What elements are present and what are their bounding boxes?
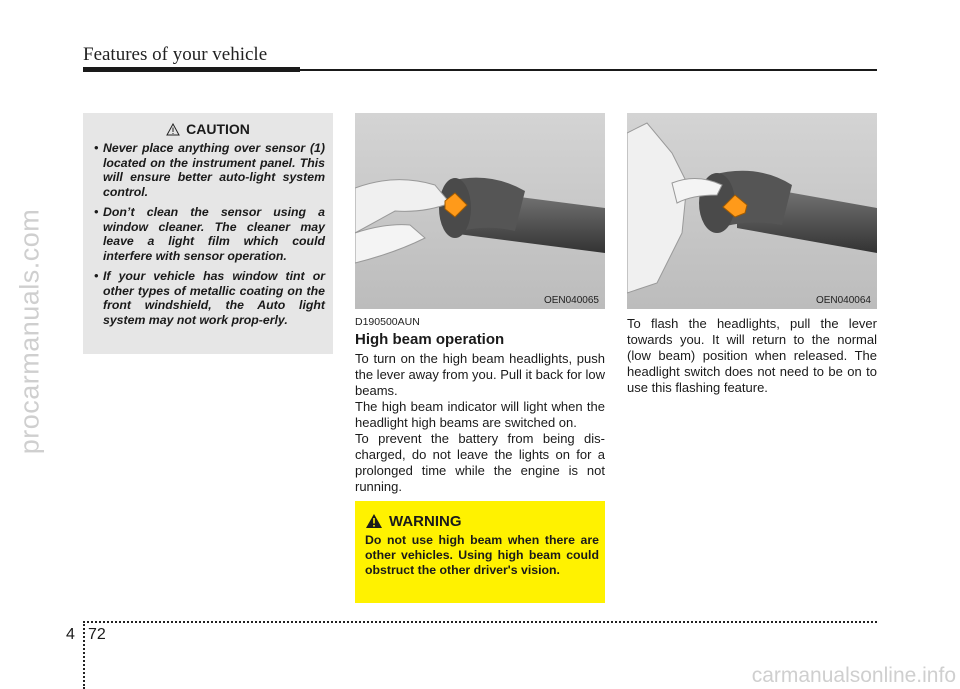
section-title: High beam operation: [355, 331, 505, 348]
footer-divider: [83, 621, 85, 689]
bullet-icon: •: [94, 269, 99, 283]
body-paragraph: To turn on the high beam headlights, push the lever away from you. Pull it back for low beams.: [355, 351, 605, 398]
header-rule-thick: [83, 67, 300, 72]
bullet-icon: •: [94, 141, 99, 155]
body-paragraph: The high beam indicator will light when the headlight high beams are switched on.: [355, 399, 605, 430]
image-caption: OEN040064: [815, 295, 871, 306]
high-beam-push-lever-icon: [355, 113, 605, 309]
warning-triangle-icon: [365, 513, 383, 529]
footer-rule: [83, 621, 877, 623]
caution-triangle-icon: [166, 123, 180, 136]
caution-item-text: Never place anything over sensor (1) located on the instrument panel. This will ensure better auto-light system control.: [103, 141, 325, 199]
header-rule-thin: [300, 69, 877, 71]
image-caption: OEN040065: [543, 295, 599, 306]
warning-box: [355, 501, 605, 603]
bullet-icon: •: [94, 205, 99, 219]
body-paragraph: To prevent the battery from being dis-charged, do not leave the lights on for a prolonged time while the engine is not running.: [355, 431, 605, 494]
warning-text: Do not use high beam when there are other vehicles. Using high beam could obstruct the other driver's vision.: [365, 533, 599, 577]
caution-item: [94, 205, 325, 263]
caution-box: [83, 113, 333, 354]
warning-heading-label: WARNING: [389, 513, 462, 530]
page-number: 72: [88, 626, 106, 643]
side-watermark: procarmanuals.com: [14, 208, 45, 455]
caution-item: [94, 269, 325, 327]
section-code: D190500AUN: [355, 316, 420, 328]
flash-paragraph: To flash the headlights, pull the lever towards you. It will return to the normal (low beam) position when released. The headlight switch does not need to be on to use this flashing feature.: [627, 316, 877, 395]
chapter-number: 4: [66, 626, 75, 643]
high-beam-push-illustration: [355, 113, 605, 309]
caution-item-text: If your vehicle has window tint or other types of metallic coating on the front windshield, the Auto light system may not work prop-erly.: [103, 269, 325, 327]
high-beam-flash-illustration: [627, 113, 877, 309]
caution-item-text: Don’t clean the sensor using a window cleaner. The cleaner may leave a light film which could interfere with sensor operation.: [103, 205, 325, 263]
high-beam-flash-lever-icon: [627, 113, 877, 309]
bottom-watermark: carmanualsonline.info: [751, 664, 956, 687]
caution-item: [94, 141, 325, 199]
page-header-title: Features of your vehicle: [83, 44, 268, 65]
caution-heading: [83, 121, 333, 137]
warning-heading: [365, 513, 462, 530]
caution-heading-label: CAUTION: [186, 121, 250, 137]
